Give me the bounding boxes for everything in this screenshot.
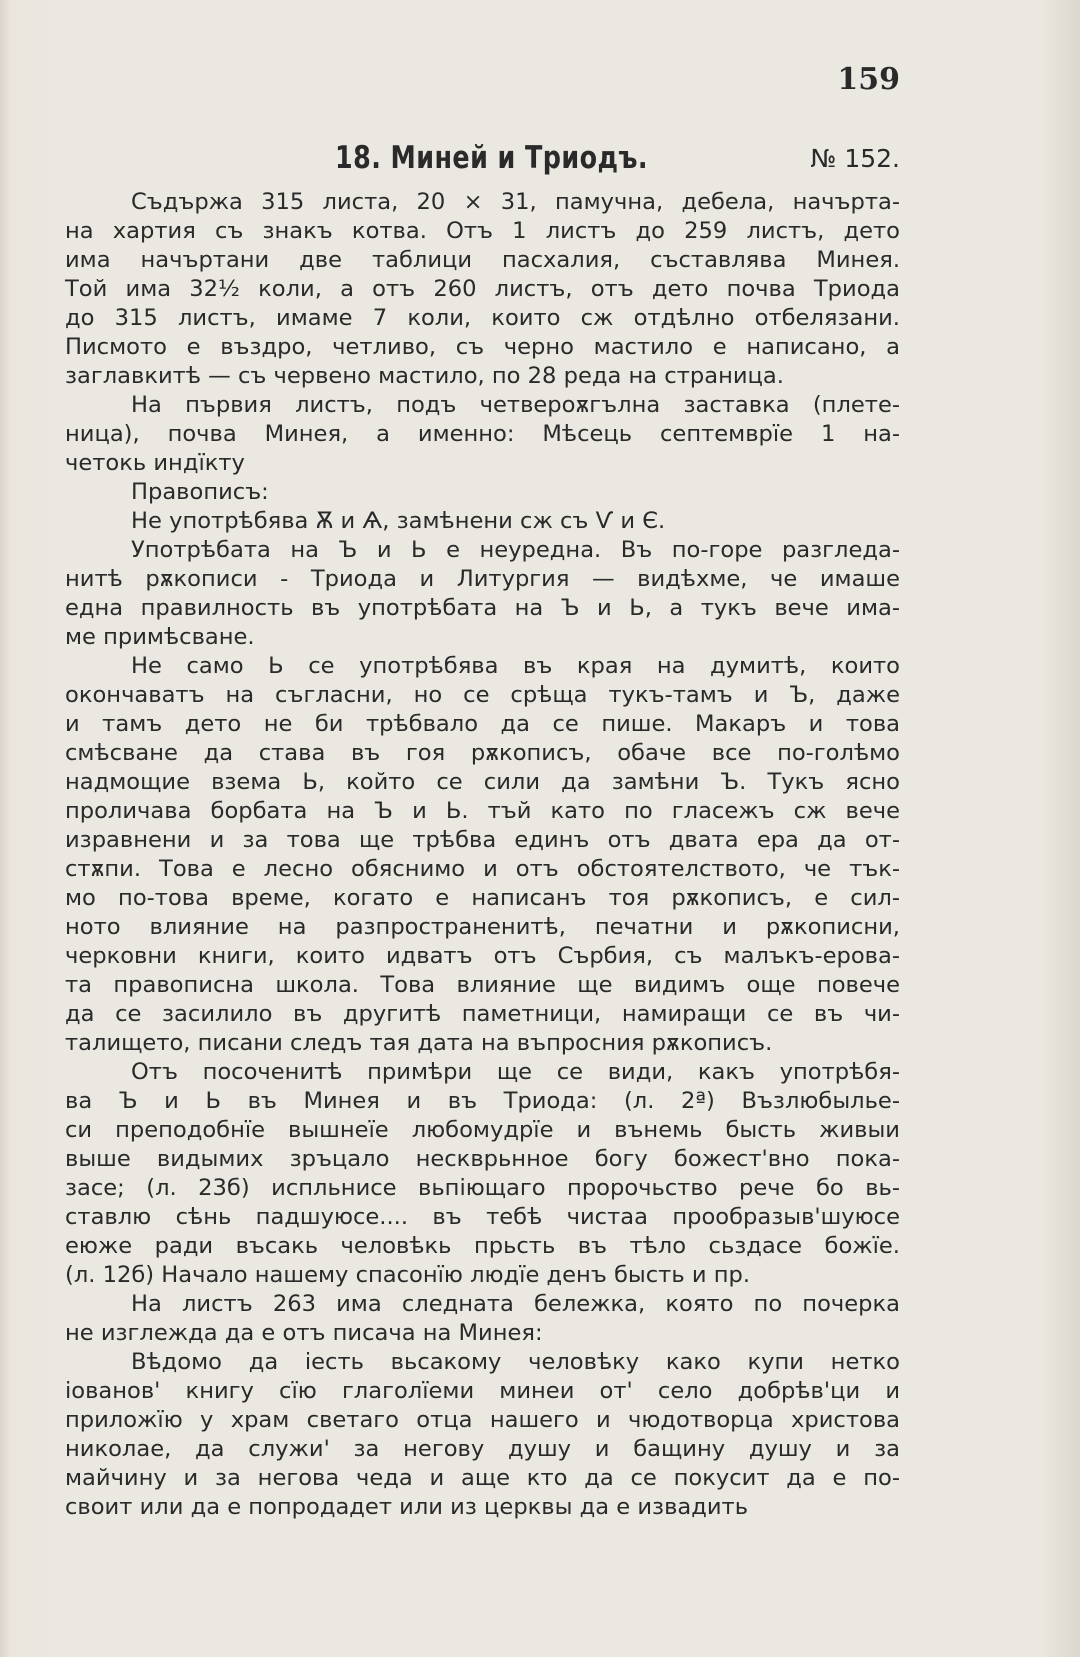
text-line: На първия листъ, подъ четвероѫгълна заставка (плете- xyxy=(131,392,900,418)
text-line: Употрѣбата на Ъ и Ь е неуредна. Въ по-горе разгледа- xyxy=(131,537,900,563)
text-line: Правописъ: xyxy=(131,479,269,505)
page-number: 159 xyxy=(837,62,900,97)
text-line: четокь индїкту xyxy=(65,450,245,476)
text-line: да се засилило въ другитѣ паметници, намиращи се въ чи- xyxy=(65,1001,900,1027)
text-line: до 315 листъ, имаме 7 коли, които сж отдѣлно отбелязани. xyxy=(65,305,900,331)
text-line: Съдържа 315 листа, 20 × 31, памучна, дебела, начърта- xyxy=(131,189,900,215)
paragraph xyxy=(65,1290,900,1348)
paragraph xyxy=(65,1348,900,1522)
paragraph xyxy=(65,536,900,652)
text-line: выше видымих зръцало нескврьнное богу божест'вно пока- xyxy=(65,1146,900,1172)
text-line: мо по-това време, когато е написанъ тоя рѫкописъ, е сил- xyxy=(65,885,900,911)
text-line: приложїю у храм светаго отца нашего и чюдотворца христова xyxy=(65,1407,900,1433)
text-line: На листъ 263 има следната бележка, която по почерка xyxy=(131,1291,900,1317)
text-line: не изглежда да е отъ писача на Минея: xyxy=(65,1320,543,1346)
text-line: та правописна школа. Това влияние ще видимъ още повече xyxy=(65,972,900,998)
text-line: засе; (л. 23б) испльнисе вьпіющаго пророчьство рече бо вь- xyxy=(65,1175,900,1201)
text-line: ва Ъ и Ь въ Минея и въ Триода: (л. 2ª) Възлюбылье- xyxy=(65,1088,900,1114)
text-line: има начъртани две таблици пасхалия, съставлява Минея. xyxy=(65,247,900,273)
text-line: Той има 32½ коли, а отъ 260 листъ, отъ дето почва Триода xyxy=(65,276,900,302)
text-line: ставлю сѣнь падшуюсе.... въ тебѣ чистаа прообразыв'шуюсе xyxy=(65,1204,900,1230)
text-line: една правилность въ употрѣбата на Ъ и Ь, а тукъ вече има- xyxy=(65,595,900,621)
text-line: Не употрѣбява Ѫ и Ѧ, замѣнени сж съ Ѵ и Є. xyxy=(131,508,666,534)
section-title: 18. Миней и Триодъ. xyxy=(335,140,649,176)
text-line: стѫпи. Това е лесно обяснимо и отъ обстоятелството, че тък- xyxy=(65,856,900,882)
catalog-number: № 152. xyxy=(810,144,900,173)
text-line: проличава борбата на Ъ и Ь. тъй като по гласежъ сж вече xyxy=(65,798,900,824)
text-line: смѣсване да става въ гоя рѫкописъ, обаче все по-голѣмо xyxy=(65,740,900,766)
paragraph xyxy=(65,507,900,536)
paragraph xyxy=(65,478,900,507)
text-line: заглавкитѣ — съ червено мастило, по 28 реда на страница. xyxy=(65,363,784,389)
text-line: талището, писани следъ тая дата на въпросния рѫкописъ. xyxy=(65,1030,773,1056)
text-line: и тамъ дето не би трѣбвало да се пише. Макаръ и това xyxy=(65,711,900,737)
text-line: Вѣдомо да іесть вьсакому человѣку како купи нетко xyxy=(131,1349,900,1375)
text-line: окончаватъ на съгласни, но се срѣща тукъ-тамъ и Ъ, даже xyxy=(65,682,900,708)
text-line: Писмото е въздро, четливо, съ черно мастило е написано, а xyxy=(65,334,900,360)
text-line: Не само Ь се употрѣбява въ края на думитѣ, които xyxy=(131,653,900,679)
text-line: майчину и за негова чеда и аще кто да се покусит да е по- xyxy=(65,1465,900,1491)
text-line: си преподобнїе вышнеїе любомудрїе и вънемь бысть живыи xyxy=(65,1117,900,1143)
document-body xyxy=(65,188,900,1522)
text-line: черковни книги, които идватъ отъ Сърбия, съ малъкъ-ерова- xyxy=(65,943,900,969)
text-line: николае, да служи' за негову душу и бащину душу и за xyxy=(65,1436,900,1462)
text-line: изравнени и за това ще трѣбва единъ отъ двата ера да от- xyxy=(65,827,900,853)
text-line: Отъ посоченитѣ примѣри ще се види, какъ употрѣбя- xyxy=(131,1059,900,1085)
text-line: ница), почва Минея, а именно: Мѣсець септемврїе 1 на- xyxy=(65,421,900,447)
text-line: (л. 12б) Начало нашему спасонїю людїе денъ бысть и пр. xyxy=(65,1262,750,1288)
paragraph xyxy=(65,391,900,478)
section-heading xyxy=(0,140,1080,180)
paragraph xyxy=(65,188,900,391)
text-line: ме примѣсване. xyxy=(65,624,255,650)
text-line: своит или да е попродадет или из церквы да е извадить xyxy=(65,1494,749,1520)
text-line: еюже ради въсакь человѣкь прьсть въ тѣло сьздасе божїе. xyxy=(65,1233,900,1259)
text-line: ното влияние на разпространенитѣ, печатни и рѫкописни, xyxy=(65,914,900,940)
paragraph xyxy=(65,1058,900,1290)
text-line: на хартия съ знакъ котва. Отъ 1 листъ до 259 листъ, дето xyxy=(65,218,900,244)
text-line: надмощие взема Ь, който се сили да замѣни Ъ. Тукъ ясно xyxy=(65,769,900,795)
paragraph xyxy=(65,652,900,1058)
text-line: нитѣ рѫкописи - Триода и Литургия — видѣхме, че имаше xyxy=(65,566,900,592)
text-line: іованов' книгу сїю глаголїеми минеи от' село добрѣв'ци и xyxy=(65,1378,900,1404)
